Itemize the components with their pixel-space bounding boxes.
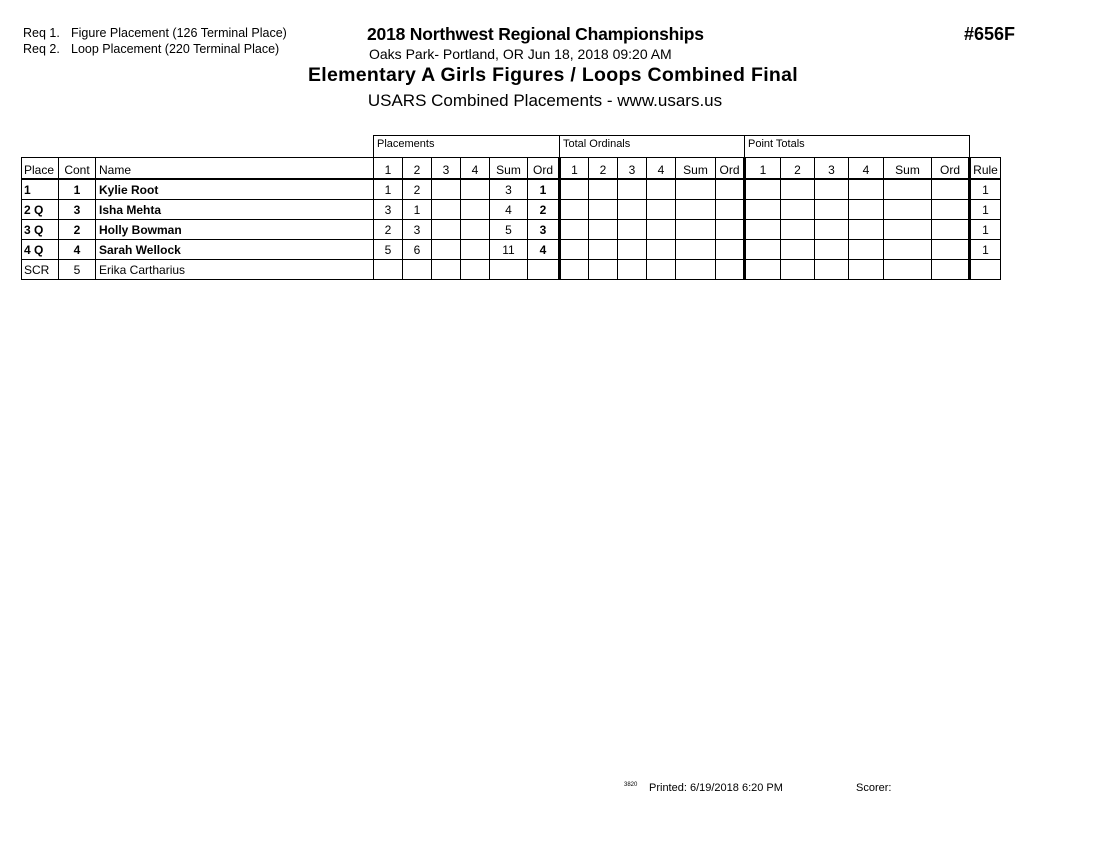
cell-points-ord (932, 240, 970, 260)
printed-timestamp: Printed: 6/19/2018 6:20 PM (649, 782, 783, 794)
cell-place: 3 Q (22, 220, 59, 240)
cell-placement-2: 6 (403, 240, 432, 260)
cell-placement-ord: 2 (528, 200, 560, 220)
cell-rule: 1 (970, 179, 1001, 200)
col-placements-ord: Ord (528, 158, 560, 180)
cell-ordinal-1 (560, 200, 589, 220)
table-row (22, 200, 1001, 220)
col-ordinals-3: 3 (618, 158, 647, 180)
cell-name: Sarah Wellock (96, 240, 374, 260)
cell-ordinal-4 (647, 260, 676, 280)
cell-points-2 (781, 200, 815, 220)
cell-rule: 1 (970, 220, 1001, 240)
col-ordinals-ord: Ord (716, 158, 745, 180)
cell-ordinal-3 (618, 240, 647, 260)
cell-points-2 (781, 179, 815, 200)
cell-placement-sum: 11 (490, 240, 528, 260)
table-row (22, 220, 1001, 240)
cell-ordinal-2 (589, 179, 618, 200)
cell-ordinal-2 (589, 220, 618, 240)
group-total-ordinals: Total Ordinals (560, 136, 745, 158)
cell-ordinal-4 (647, 200, 676, 220)
cell-rule (970, 260, 1001, 280)
cell-placement-ord (528, 260, 560, 280)
cell-placement-sum (490, 260, 528, 280)
cell-points-4 (849, 179, 884, 200)
table-row (22, 260, 1001, 280)
requirement-2: Req 2. Loop Placement (220 Terminal Place) (23, 42, 280, 56)
cell-ordinal-sum (676, 220, 716, 240)
col-placements-sum: Sum (490, 158, 528, 180)
cell-place: SCR (22, 260, 59, 280)
cell-points-3 (815, 200, 849, 220)
col-placements-2: 2 (403, 158, 432, 180)
cell-placement-3 (432, 220, 461, 240)
cell-place: 2 Q (22, 200, 59, 220)
cell-ordinal-1 (560, 260, 589, 280)
col-name: Name (96, 158, 374, 180)
col-ordinals-4: 4 (647, 158, 676, 180)
cell-placement-1: 5 (374, 240, 403, 260)
cell-ordinal-sum (676, 179, 716, 200)
cell-points-sum (884, 200, 932, 220)
cell-points-sum (884, 179, 932, 200)
cell-points-sum (884, 220, 932, 240)
cell-name: Holly Bowman (96, 220, 374, 240)
cell-ordinal-ord (716, 200, 745, 220)
col-placements-1: 1 (374, 158, 403, 180)
cell-placement-ord: 3 (528, 220, 560, 240)
col-place: Place (22, 158, 59, 180)
col-points-2: 2 (781, 158, 815, 180)
cell-points-2 (781, 260, 815, 280)
page-code: 3820 (624, 782, 638, 788)
cell-points-sum (884, 260, 932, 280)
cell-placement-4 (461, 260, 490, 280)
cell-placement-2: 2 (403, 179, 432, 200)
cell-ordinal-sum (676, 260, 716, 280)
event-title: Elementary A Girls Figures / Loops Combined Final (307, 64, 798, 86)
col-points-3: 3 (815, 158, 849, 180)
cell-points-3 (815, 179, 849, 200)
cell-cont: 5 (59, 260, 96, 280)
cell-points-4 (849, 200, 884, 220)
table-row (22, 179, 1001, 200)
group-placements: Placements (374, 136, 560, 158)
cell-cont: 2 (59, 220, 96, 240)
cell-points-2 (781, 220, 815, 240)
cell-ordinal-4 (647, 179, 676, 200)
table-row (22, 240, 1001, 260)
cell-placement-4 (461, 179, 490, 200)
cell-placement-sum: 3 (490, 179, 528, 200)
col-points-ord: Ord (932, 158, 970, 180)
cell-ordinal-2 (589, 200, 618, 220)
cell-points-3 (815, 220, 849, 240)
cell-place: 1 (22, 179, 59, 200)
requirement-1: Req 1. Figure Placement (126 Terminal Place) (23, 26, 287, 40)
cell-ordinal-ord (716, 260, 745, 280)
group-point-totals: Point Totals (745, 136, 970, 158)
cell-points-1 (745, 200, 781, 220)
cell-points-2 (781, 240, 815, 260)
cell-placement-4 (461, 240, 490, 260)
col-points-sum: Sum (884, 158, 932, 180)
col-ordinals-sum: Sum (676, 158, 716, 180)
cell-cont: 3 (59, 200, 96, 220)
cell-points-4 (849, 240, 884, 260)
col-points-4: 4 (849, 158, 884, 180)
cell-ordinal-3 (618, 260, 647, 280)
cell-placement-3 (432, 260, 461, 280)
cell-points-1 (745, 260, 781, 280)
cell-points-4 (849, 220, 884, 240)
cell-cont: 1 (59, 179, 96, 200)
cell-ordinal-1 (560, 240, 589, 260)
col-cont: Cont (59, 158, 96, 180)
cell-placement-1 (374, 260, 403, 280)
cell-points-3 (815, 240, 849, 260)
cell-placement-sum: 4 (490, 200, 528, 220)
location-date: Oaks Park- Portland, OR Jun 18, 2018 09:20 AM (369, 46, 672, 62)
col-points-1: 1 (745, 158, 781, 180)
cell-placement-sum: 5 (490, 220, 528, 240)
cell-points-4 (849, 260, 884, 280)
cell-placement-3 (432, 240, 461, 260)
group-header-row (22, 136, 1001, 158)
cell-place: 4 Q (22, 240, 59, 260)
cell-placement-4 (461, 200, 490, 220)
col-placements-4: 4 (461, 158, 490, 180)
cell-name: Isha Mehta (96, 200, 374, 220)
cell-ordinal-sum (676, 200, 716, 220)
col-ordinals-2: 2 (589, 158, 618, 180)
cell-placement-3 (432, 179, 461, 200)
cell-placement-2: 3 (403, 220, 432, 240)
cell-ordinal-ord (716, 240, 745, 260)
cell-points-ord (932, 220, 970, 240)
cell-placement-3 (432, 200, 461, 220)
col-rule: Rule (970, 158, 1001, 180)
cell-name: Erika Cartharius (96, 260, 374, 280)
cell-ordinal-sum (676, 240, 716, 260)
scorer-label: Scorer: (856, 782, 892, 794)
cell-ordinal-1 (560, 179, 589, 200)
cell-points-1 (745, 220, 781, 240)
cell-points-ord (932, 179, 970, 200)
cell-cont: 4 (59, 240, 96, 260)
cell-points-ord (932, 260, 970, 280)
cell-placement-2 (403, 260, 432, 280)
cell-points-1 (745, 240, 781, 260)
competition-title: 2018 Northwest Regional Championships (367, 24, 704, 44)
cell-rule: 1 (970, 200, 1001, 220)
cell-points-ord (932, 200, 970, 220)
cell-placement-1: 3 (374, 200, 403, 220)
column-header-row (22, 158, 1001, 180)
cell-ordinal-2 (589, 240, 618, 260)
cell-ordinal-4 (647, 240, 676, 260)
col-placements-3: 3 (432, 158, 461, 180)
cell-placement-1: 2 (374, 220, 403, 240)
cell-ordinal-1 (560, 220, 589, 240)
cell-rule: 1 (970, 240, 1001, 260)
event-code: #656F (964, 24, 1016, 44)
cell-placement-ord: 1 (528, 179, 560, 200)
cell-ordinal-3 (618, 200, 647, 220)
cell-placement-ord: 4 (528, 240, 560, 260)
col-ordinals-1: 1 (560, 158, 589, 180)
cell-name: Kylie Root (96, 179, 374, 200)
cell-ordinal-4 (647, 220, 676, 240)
cell-placement-2: 1 (403, 200, 432, 220)
cell-points-1 (745, 179, 781, 200)
cell-placement-1: 1 (374, 179, 403, 200)
cell-ordinal-2 (589, 260, 618, 280)
cell-ordinal-ord (716, 179, 745, 200)
requirements-list (23, 25, 287, 57)
cell-placement-4 (461, 220, 490, 240)
cell-points-3 (815, 260, 849, 280)
results-subtitle: USARS Combined Placements - www.usars.us (367, 91, 723, 110)
cell-points-sum (884, 240, 932, 260)
cell-ordinal-ord (716, 220, 745, 240)
cell-ordinal-3 (618, 179, 647, 200)
cell-ordinal-3 (618, 220, 647, 240)
results-table (21, 135, 1001, 280)
